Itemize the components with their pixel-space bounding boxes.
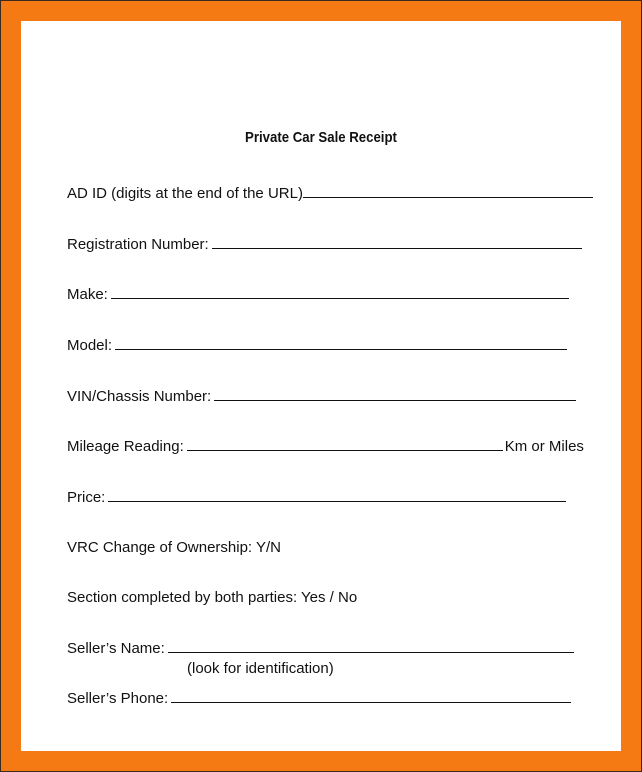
field-model xyxy=(67,332,567,354)
price-input-line[interactable] xyxy=(108,501,566,502)
field-mileage xyxy=(67,433,584,455)
price-label: Price: xyxy=(67,489,106,506)
make-input-line[interactable] xyxy=(111,298,569,299)
identification-note: (look for identification) xyxy=(187,660,334,677)
make-label: Make: xyxy=(67,286,108,303)
section-completed-label: Section completed by both parties: Yes / No xyxy=(67,589,358,606)
mileage-unit: Km or Miles xyxy=(504,438,584,455)
mileage-label: Mileage Reading: xyxy=(67,438,184,455)
field-ad-id xyxy=(67,180,593,202)
seller-name-input-line[interactable] xyxy=(168,652,574,653)
ad-id-label: AD ID (digits at the end of the URL) xyxy=(67,185,303,202)
field-vin xyxy=(67,383,576,405)
field-make xyxy=(67,281,569,303)
field-section-completed xyxy=(67,584,357,606)
seller-phone-input-line[interactable] xyxy=(171,702,571,703)
field-registration xyxy=(67,231,582,253)
vrc-label: VRC Change of Ownership: Y/N xyxy=(67,539,281,556)
seller-name-label: Seller’s Name: xyxy=(67,640,165,657)
field-seller-phone xyxy=(67,685,571,707)
vin-label: VIN/Chassis Number: xyxy=(67,388,212,405)
seller-phone-label: Seller’s Phone: xyxy=(67,690,169,707)
vin-input-line[interactable] xyxy=(214,400,576,401)
ad-id-input-line[interactable] xyxy=(303,197,593,198)
model-input-line[interactable] xyxy=(115,349,567,350)
mileage-input-line[interactable] xyxy=(187,450,503,451)
field-seller-name xyxy=(67,635,574,657)
model-label: Model: xyxy=(67,337,113,354)
field-price xyxy=(67,484,566,506)
registration-input-line[interactable] xyxy=(212,248,582,249)
field-vrc xyxy=(67,534,281,556)
registration-label: Registration Number: xyxy=(67,236,209,253)
document-title: Private Car Sale Receipt xyxy=(245,129,397,146)
